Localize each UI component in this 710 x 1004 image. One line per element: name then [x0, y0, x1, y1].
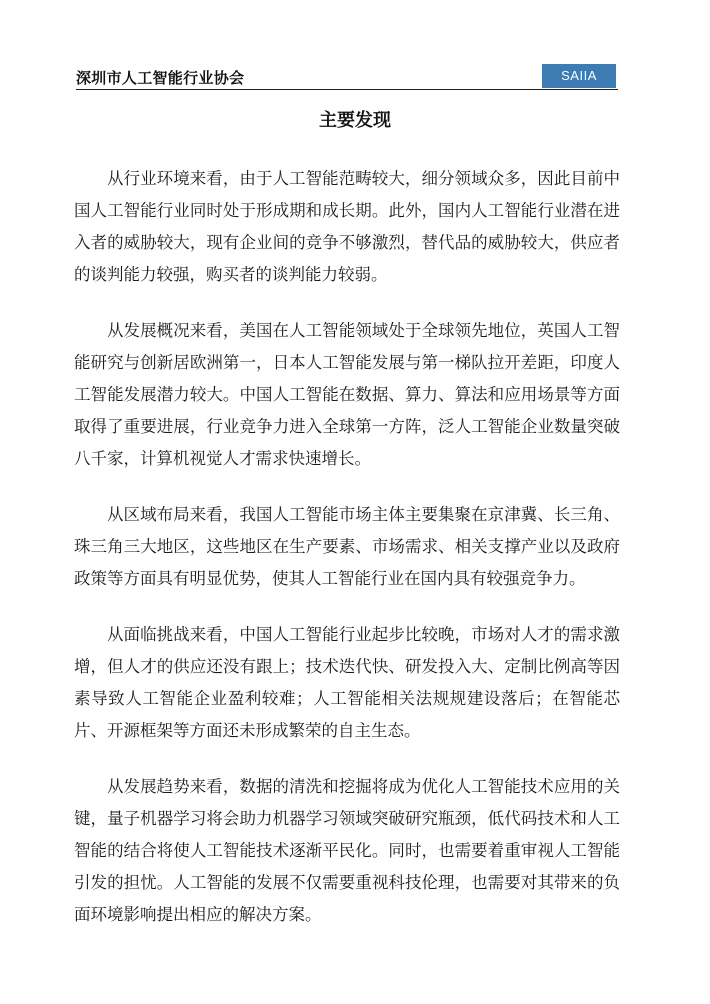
paragraph-regional-layout: 从区域布局来看，我国人工智能市场主体主要集聚在京津冀、长三角、珠三角三大地区，这些地区在生产要素、市场需求、相关支撑产业以及政府政策等方面具有明显优势，使其人工智能行业在国内具有较强竞争力。 — [74, 505, 620, 588]
page-title: 主要发现 — [319, 110, 391, 131]
page-header — [76, 64, 616, 90]
paragraph-development-overview: 从发展概况来看，美国在人工智能领域处于全球领先地位，英国人工智能研究与创新居欧洲第一，日本人工智能发展与第一梯队拉开差距，印度人工智能发展潜力较大。中国人工智能在数据、算力、算法和应用场景等方面取得了重要进展，行业竞争力进入全球第一方阵，泛人工智能企业数量突破八千家，计算机视觉人才需求快速增长。 — [74, 321, 620, 468]
paragraph-industry-environment: 从行业环境来看，由于人工智能范畴较大，细分领域众多，因此目前中国人工智能行业同时处于形成期和成长期。此外，国内人工智能行业潜在进入者的威胁较大，现有企业间的竞争不够激烈，替代品的威胁较大，供应者的谈判能力较强，购买者的谈判能力较弱。 — [74, 169, 620, 284]
paragraph-challenges: 从面临挑战来看，中国人工智能行业起步比较晚，市场对人才的需求激增，但人才的供应还没有跟上；技术迭代快、研发投入大、定制比例高等因素导致人工智能企业盈利较难；人工智能相关法规规建设落后；在智能芯片、开源框架等方面还未形成繁荣的自主生态。 — [74, 625, 620, 740]
organization-badge: SAIIA — [542, 64, 616, 88]
header-divider — [76, 89, 618, 90]
findings-body — [74, 163, 620, 955]
paragraph-development-trends: 从发展趋势来看，数据的清洗和挖掘将成为优化人工智能技术应用的关键，量子机器学习将会助力机器学习领域突破研究瓶颈，低代码技术和人工智能的结合将使人工智能技术逐渐平民化。同时，也需要着重审视人工智能引发的担忧。人工智能的发展不仅需要重视科技伦理，也需要对其带来的负面环境影响提出相应的解决方案。 — [74, 777, 620, 924]
organization-name: 深圳市人工智能行业协会 — [76, 69, 245, 87]
